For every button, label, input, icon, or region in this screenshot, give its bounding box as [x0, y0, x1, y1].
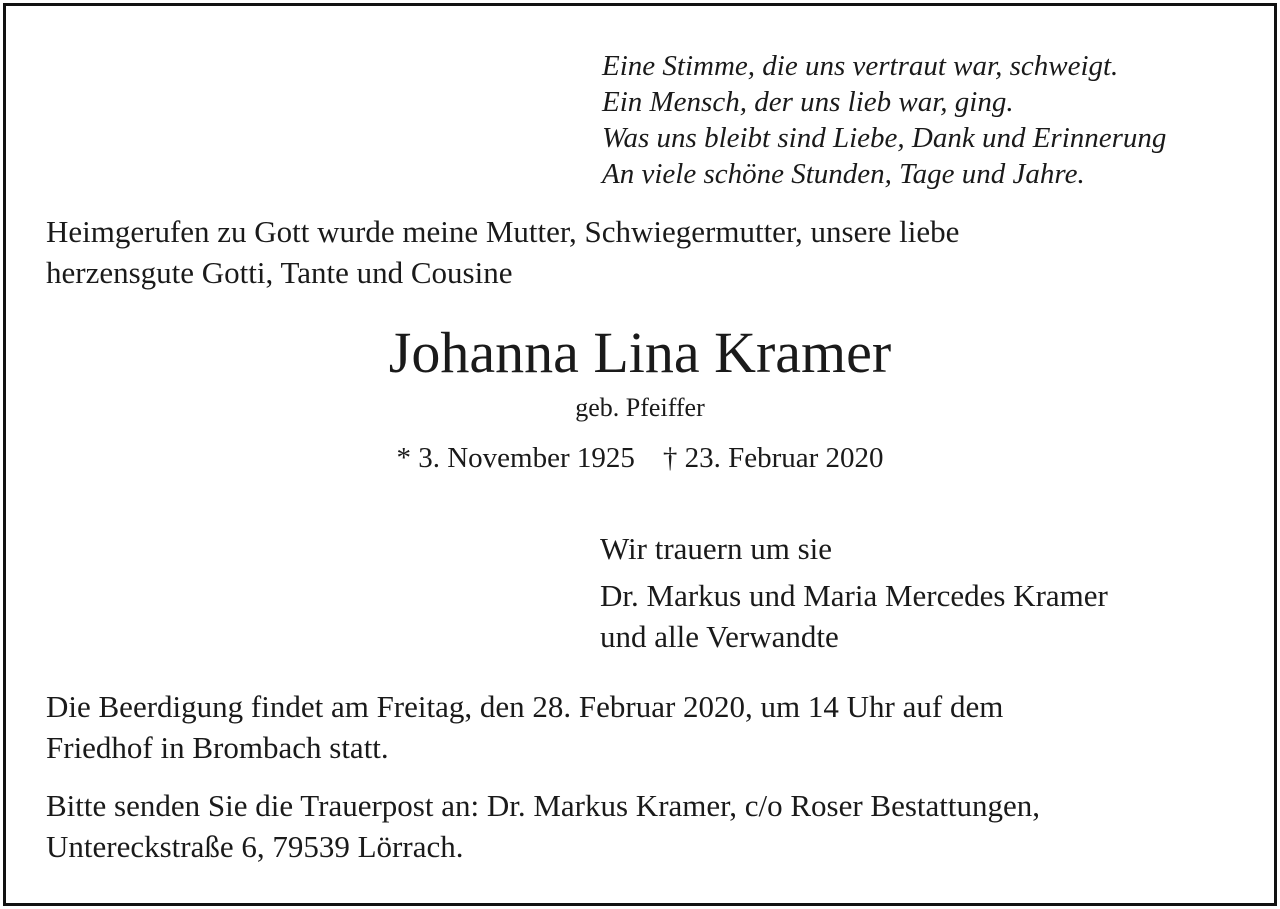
- address-line: Untereckstraße 6, 79539 Lörrach.: [46, 829, 464, 864]
- funeral-info: [46, 686, 1003, 768]
- mourners-heading: Wir trauern um sie: [600, 531, 833, 566]
- poem-line: Eine Stimme, die uns vertraut war, schweigt.: [602, 50, 1119, 82]
- intro-text: [46, 211, 959, 293]
- deceased-name: Johanna Lina Kramer: [388, 320, 892, 385]
- birth-date: * 3. November 1925: [396, 442, 635, 474]
- funeral-line: Die Beerdigung findet am Freitag, den 28. Februar 2020, um 14 Uhr auf dem: [46, 689, 1004, 724]
- intro-line: Heimgerufen zu Gott wurde meine Mutter, Schwiegermutter, unsere liebe: [46, 214, 960, 249]
- death-date: † 23. Februar 2020: [662, 442, 884, 474]
- poem-line: Was uns bleibt sind Liebe, Dank und Erinnerung: [602, 122, 1167, 154]
- poem-line: An viele schöne Stunden, Tage und Jahre.: [602, 158, 1085, 190]
- maiden-name: geb. Pfeiffer: [575, 393, 705, 422]
- poem-line: Ein Mensch, der uns lieb war, ging.: [602, 86, 1014, 118]
- mourners-block: [600, 528, 1108, 657]
- condolence-address: [46, 785, 1040, 867]
- funeral-line: Friedhof in Brombach statt.: [46, 730, 389, 765]
- life-dates: [0, 440, 1280, 476]
- memorial-poem: [602, 48, 1166, 192]
- address-line: Bitte senden Sie die Trauerpost an: Dr. Markus Kramer, c/o Roser Bestattungen,: [46, 788, 1041, 823]
- mourner-line: und alle Verwandte: [600, 619, 839, 654]
- intro-line: herzensgute Gotti, Tante und Cousine: [46, 255, 513, 290]
- mourner-line: Dr. Markus und Maria Mercedes Kramer: [600, 578, 1108, 613]
